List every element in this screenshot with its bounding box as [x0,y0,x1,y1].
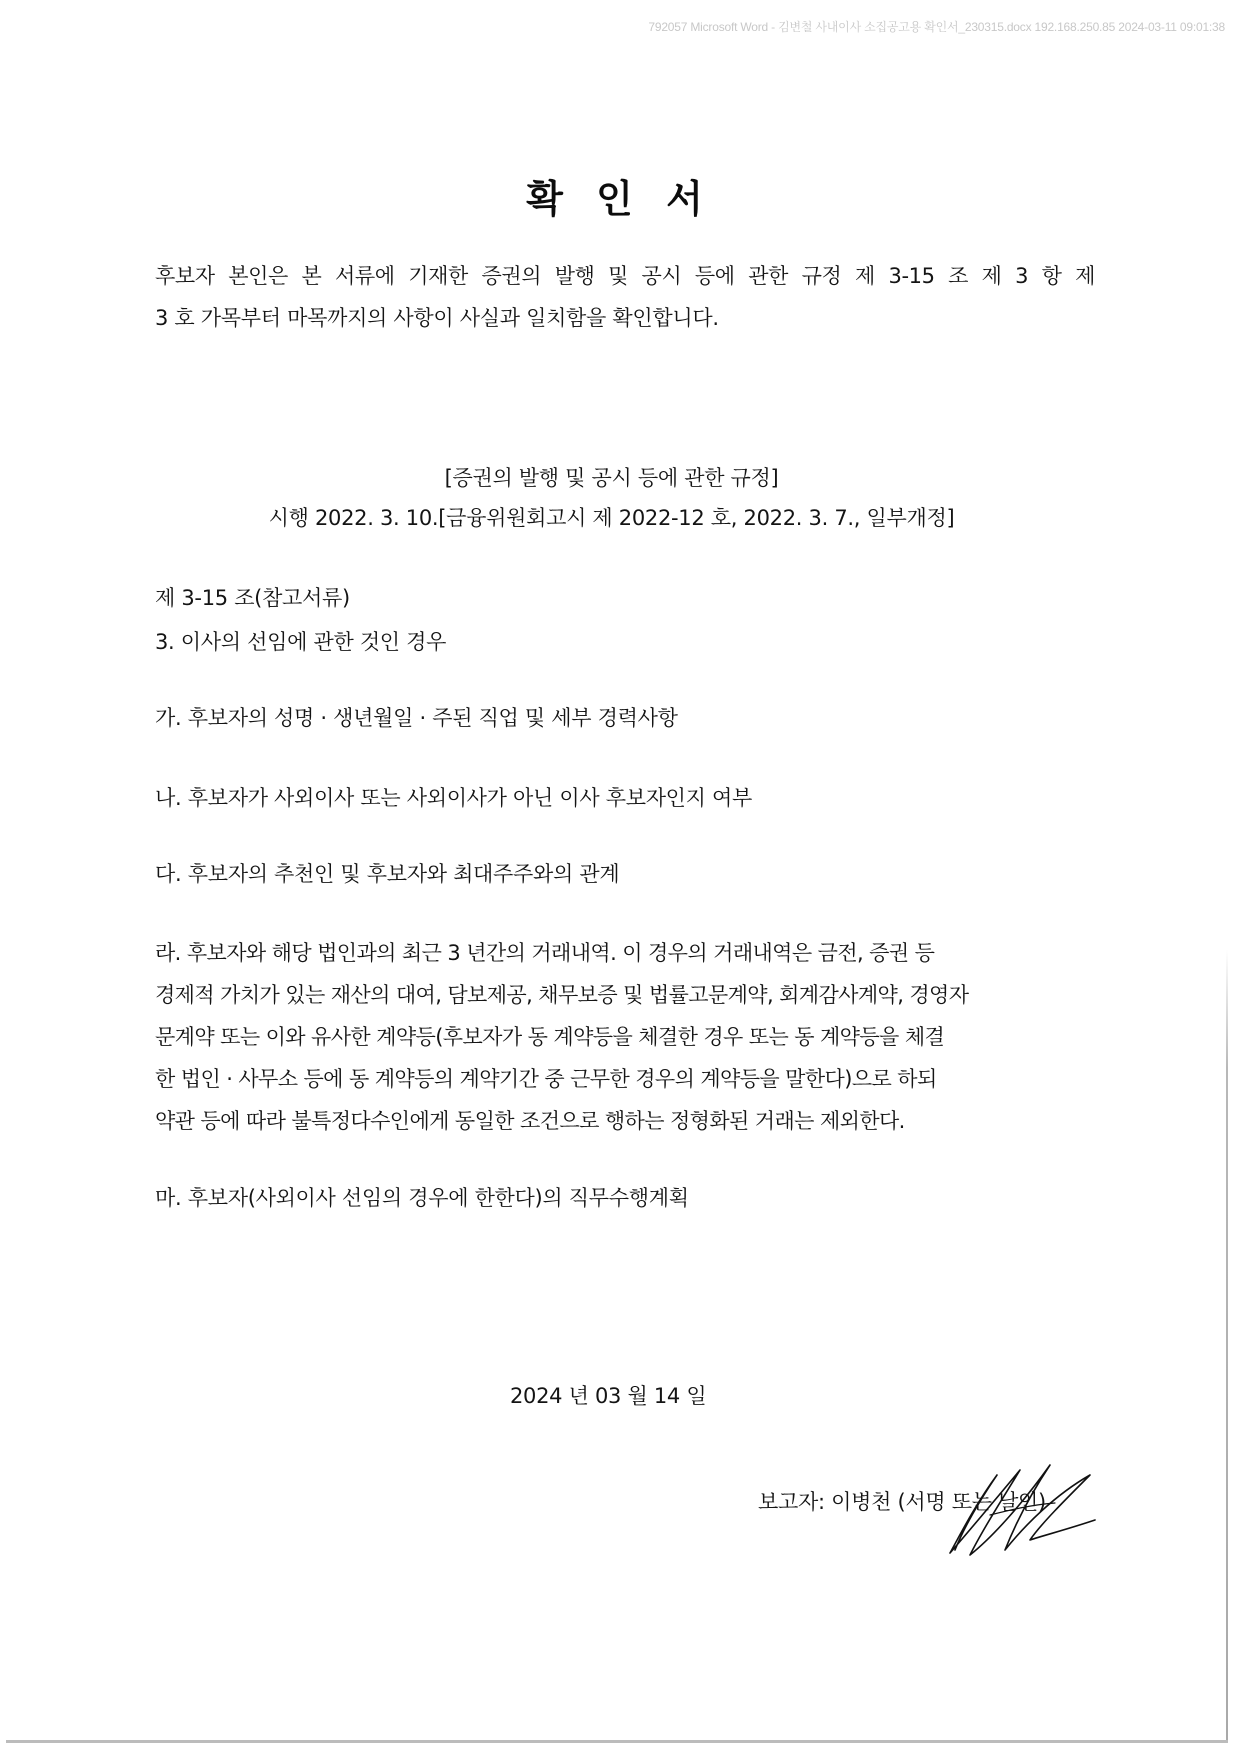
article-item-ra-line: 약관 등에 따라 불특정다수인에게 동일한 조건으로 행하는 정형화된 거래는 제외한다. [155,1109,905,1133]
article-item-ra-line: 한 법인 · 사무소 등에 동 계약등의 계약기간 중 근무한 경우의 계약등을 말한다)으로 하되 [155,1067,937,1091]
article-subheading: 3. 이사의 선임에 관한 것인 경우 [155,630,447,654]
article-item-ra-line: 경제적 가치가 있는 재산의 대여, 담보제공, 채무보증 및 법률고문계약, 회계감사계약, 경영자 [155,983,969,1007]
article-item-na: 나. 후보자가 사외이사 또는 사외이사가 아닌 이사 후보자인지 여부 [155,786,752,810]
document-date: 2024 년 03 월 14 일 [510,1384,707,1408]
signer-sign-note: (서명 또는 날인) [897,1490,1046,1514]
article-item-ra-line: 라. 후보자와 해당 법인과의 최근 3 년간의 거래내역. 이 경우의 거래내역은 금전, 증권 등 [155,941,935,965]
article-heading: 제 3-15 조(참고서류) [155,586,350,610]
signer-label: 보고자: [758,1490,825,1514]
document-watermark: 792057 Microsoft Word - 김변철 사내이사 소집공고용 확인서_230315.docx 192.168.250.85 2024-03-11 09:01:38 [648,20,1225,34]
intro-line-1: 후보자 본인은 본 서류에 기재한 증권의 발행 및 공시 등에 관한 규정 제 3-15 조 제 3 항 제 [155,264,1095,288]
article-item-ma: 마. 후보자(사외이사 선임의 경우에 한한다)의 직무수행계획 [155,1186,689,1210]
page-edge-right [1226,950,1228,1740]
article-item-ra-line: 문계약 또는 이와 유사한 계약등(후보자가 동 계약등을 체결한 경우 또는 동 계약등을 체결 [155,1025,945,1049]
article-item-da: 다. 후보자의 추천인 및 후보자와 최대주주와의 관계 [155,862,620,886]
regulation-effective: 시행 2022. 3. 10.[금융위원회고시 제 2022-12 호, 2022. 3. 7., 일부개정] [268,506,955,530]
intro-line-2: 3 호 가목부터 마목까지의 사항이 사실과 일치함을 확인합니다. [155,306,719,330]
document-title: 확 인 서 [526,177,713,221]
page-edge-bottom [6,1740,1228,1743]
regulation-name: [증권의 발행 및 공시 등에 관한 규정] [444,466,779,490]
signature-icon [935,1455,1105,1565]
article-item-ga: 가. 후보자의 성명 · 생년월일 · 주된 직업 및 세부 경력사항 [155,706,678,730]
signer-name: 이병천 [831,1490,892,1514]
